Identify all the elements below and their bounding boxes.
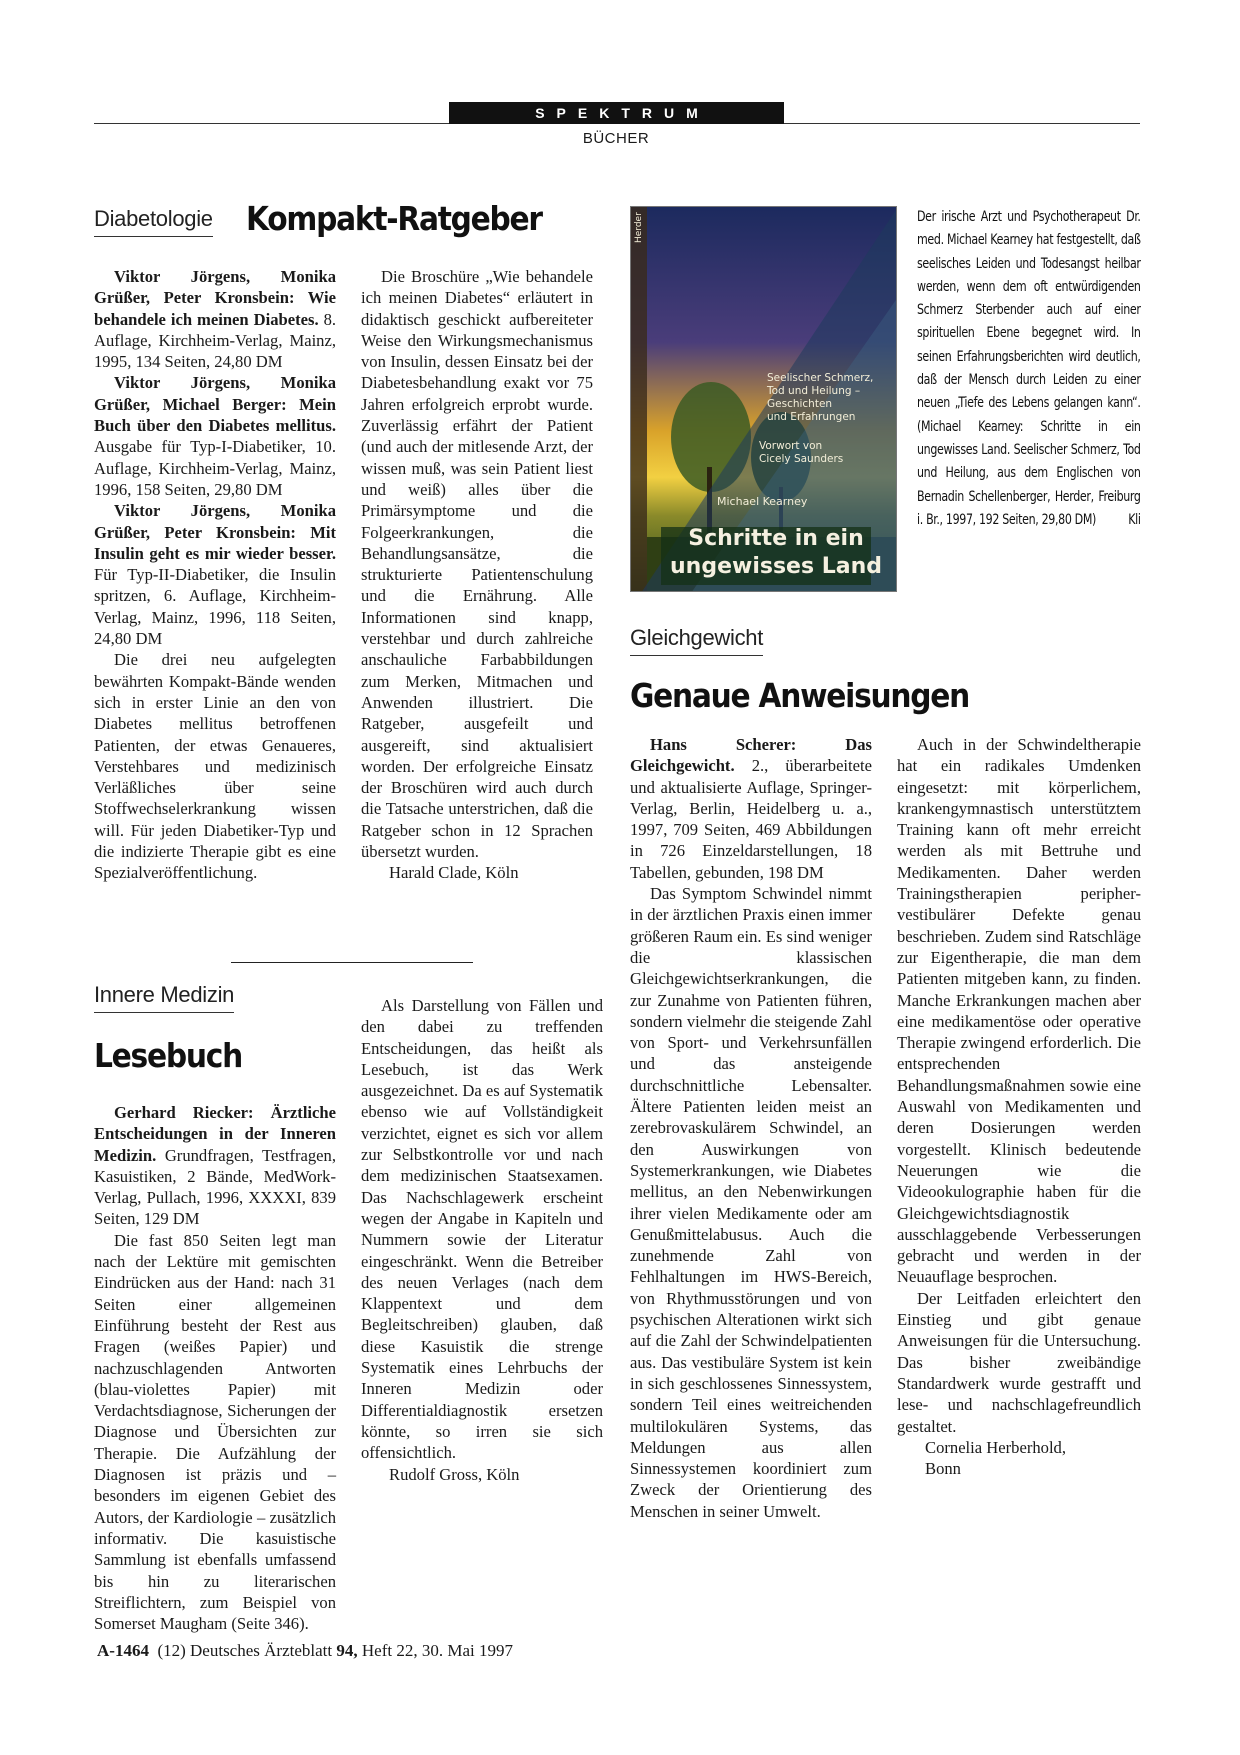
article-divider xyxy=(231,962,473,963)
topic-diabetologie: Diabetologie xyxy=(94,206,213,237)
author-signature: Harald Clade, Köln xyxy=(389,863,519,883)
body-paragraph: Als Darstellung von Fällen und den dabei zu treffenden Entscheidungen, das heißt als Lesebuch, ist das Werk ausgezeichnet. Da es auf Systematik ebenso wie auf Vollständigkeit verzichtet, eignet es sich vor allem zur Selbstkontrolle vor und nach dem medizinischen Staatsexamen. Das Nachschlagewerk erscheint wegen der Angabe in Kapiteln und Nummern sowie der Literatur eingeschränkt. Wenn die Betreiber des neuen Verlages (nach dem Klappentext und dem Begleitschreiben) glauben, daß diese Kasuistik die strenge Systematik eines Lehrbuchs der Inneren Medizin oder Differentialdiagnostik ersetzen könnte, so irren sie sich offensichtlich. xyxy=(361,996,603,1463)
author-signature: Cornelia Herberhold, xyxy=(925,1437,1066,1457)
cover-title: Schritte in ein ungewisses Land xyxy=(670,526,882,579)
article3-column-right xyxy=(897,734,1141,1479)
body-paragraph: Das Symptom Schwindel nimmt in der ärztlichen Praxis einen immer größeren Raum ein. Es sind weniger die klassischen Gleichgewichtserkrankungen, die zur Zunahme von Patienten führen, sondern vielmehr die steigende Zahl von Sport- und Verkehrsunfällen und das ansteigende durchschnittliche Lebensalter. Ältere Patienten leiden meist an zerebrovaskulärem Schwindel, an den Auswirkungen von Systemerkrankungen, wie Diabetes mellitus, an den Nebenwirkungen ihrer vielen Medikamente oder am Genußmittelabusus. Auch die zunehmende Zahl von Fehlhaltungen im HWS-Bereich, von Rhythmusstörungen und von psychischen Alterationen wirkt sich auf die Zahl der Schwindelpatienten aus. Das vestibuläre System ist kein in sich geschlossenes Sinnessystem, sondern Teil eines weitreichenden multilokulären Systems, das Meldungen aus allen Sinnessystemen koordiniert zum Zweck der Orientierung des Menschen in seiner Umwelt. xyxy=(630,884,872,1521)
bibliography-entry: Hans Scherer: Das Gleichgewicht. 2., überarbeitete und aktualisierte Auflage, Springer-Verlag, Berlin, Heidelberg u. a., 1997, 709 Seiten, 469 Abbildungen in 726 Einzeldarstellungen, 18 Tabellen, gebunden, 198 DM xyxy=(630,735,872,882)
cover-author: Michael Kearney xyxy=(717,495,808,508)
subsection-label: BÜCHER xyxy=(582,130,650,147)
headline-lesebuch: Lesebuch xyxy=(94,1036,242,1075)
bibliography-entry: Viktor Jörgens, Monika Grüßer, Peter Kronsbein: Wie behandele ich meinen Diabetes. 8. Auflage, Kirchheim-Verlag, Mainz, 1995, 134 Seiten, 24,80 DM xyxy=(94,267,337,372)
article3-column-left xyxy=(630,734,872,1522)
article2-column-left xyxy=(94,1102,336,1634)
article2-column-right xyxy=(361,995,603,1485)
body-paragraph: Die Broschüre „Wie behandele ich meinen Diabetes“ erläutert in didaktisch geschickt aufbereiteter Weise den Wirkungsmechanismus von Insulin, dessen Einsatz bei der Diabetesbehandlung exakt vor 75 Jahren erfolgreich erprobt wurde. Zuverlässig erfährt der Patient (und auch der mitlesende Arzt, der wissen muß, was sein Patient liest und weiß) alles über die Primärsymptome und die Folgeerkrankungen, die Behandlungsansätze, die strukturierte Patientenschulung und die Ernährung. Alle Informationen sind knapp, verstehbar und durch zahlreiche anschauliche Farbabbildungen zum Merken, Mitmachen und Anwenden illustriert. Die Ratgeber, ausgefeilt und ausgereift, sind aktualisiert worden. Der erfolgreiche Einsatz der Broschüren wird auch durch die Tatsache unterstrichen, daß die Ratgeber schon in 12 Sprachen übersetzt wurden. xyxy=(361,267,593,862)
body-paragraph: Der Leitfaden erleichtert den Einstieg und gibt genaue Anweisungen für die Untersuchung. Das bisher zweibändige Standardwerk wurde gestrafft und lese- und nachschlagefreundlich gestaltet. xyxy=(897,1288,1141,1436)
article1-column-right xyxy=(361,266,593,884)
bibliography-entry: Viktor Jörgens, Monika Grüßer, Peter Kronsbein: Mit Insulin geht es mir wieder besser. Für Typ-II-Diabetiker, die Insulin spritzen, 6. Auflage, Kirchheim-Verlag, Mainz, 1996, 118 Seiten, 24,80 DM xyxy=(94,501,336,649)
section-label: SPEKTRUM xyxy=(449,102,784,124)
topic-innere-medizin: Innere Medizin xyxy=(94,982,234,1013)
body-paragraph: Die fast 850 Seiten legt man nach der Lektüre mit gemischten Eindrücken aus der Hand: nach 31 Seiten einer allgemeinen Einführung besteht der Rest aus Fragen (weißes Papier) und nachzuschlagenden Antworten (blau-violettes Papier) mit Verdachtsdiagnose, Sicherungen der Diagnose und Übersichten zur Therapie. Die Aufzählung der Diagnosen ist präzis und – besonders im eigenen Gebiet des Autors, der Kardiologie – zusätzlich informativ. Die kasuistische Sammlung ist ebenfalls umfassend bis hin zu literarischen Streiflichtern, zum Beispiel von Somerset Maugham (Seite 346). xyxy=(94,1230,336,1634)
book-cover-image xyxy=(630,206,897,592)
body-paragraph: Die drei neu aufgelegten bewährten Kompakt-Bände wenden sich in erster Linie an den von Diabetes mellitus betroffenen Patienten, der etwas Genaueres, Verstehbares und medizinisch Verläßliches über seine Stoffwechselerkrankung wissen will. Für jeden Diabetiker-Typ und die indizierte Therapie gibt es eine Spezialveröffentlichung. xyxy=(94,650,336,883)
cover-foreword: Vorwort von Cicely Saunders xyxy=(759,440,844,465)
bibliography-entry: Gerhard Riecker: Ärztliche Entscheidungen in der Inneren Medizin. Grundfragen, Testfragen, Kasuistiken, 2 Bände, MedWork-Verlag, Pullach, 1996, XXXXI, 839 Seiten, 129 DM xyxy=(94,1103,336,1229)
headline-genaue-anweisungen: Genaue Anweisungen xyxy=(630,676,970,715)
cover-publisher: Herder xyxy=(634,212,644,243)
page-footer: A-1464 (12) Deutsches Ärzteblatt 94, Heft 22, 30. Mai 1997 xyxy=(97,1641,513,1660)
caption-signature: Kli xyxy=(1128,511,1141,528)
author-signature: Rudolf Gross, Köln xyxy=(389,1464,520,1484)
author-signature: Bonn xyxy=(925,1459,961,1479)
body-paragraph: Auch in der Schwindeltherapie hat ein radikales Umdenken eingesetzt: mit körperlichem, krankengymnastisch unterstütztem Training kann oft mehr erreicht werden als mit Bettruhe und Medikamenten. Daher werden Trainingstherapien peripher-vestibulärer Defekte genau beschrieben. Zudem sind Ratschläge zur Eigentherapie, die man dem Patienten mitgeben kann, zu finden. Manche Erkrankungen machen aber eine medikamentöse oder operative Therapie zwingend erforderlich. Die entsprechenden Behandlungsmaßnahmen sowie eine Auswahl von Medikamenten und deren Dosierungen werden vorgestellt. Klinisch bedeutende Neuerungen wie die Videookulographie haben für die Gleichgewichtsdiagnostik ausschlaggebende Verbesserungen gebracht und werden in der Neuauflage besprochen. xyxy=(897,735,1141,1287)
topic-gleichgewicht: Gleichgewicht xyxy=(630,625,763,656)
bibliography-entry: Viktor Jörgens, Monika Grüßer, Michael Berger: Mein Buch über den Diabetes mellitus. Ausgabe für Typ-I-Diabetiker, 10. Auflage, Kirchheim-Verlag, Mainz, 1996, 158 Seiten, 29,80 DM xyxy=(94,373,336,499)
article1-column-left xyxy=(94,266,336,884)
cover-caption: Der irische Arzt und Psychotherapeut Dr. med. Michael Kearney hat festgestellt, daß seelisches Leiden und Todesangst heilbar werden, wenn dem oft entwürdigenden Schmerz Sterbender auch auf einer spirituellen Ebene begegnet wird. In seinen Erfahrungsberichten wird deutlich, daß der Mensch durch Leiden zu einer neuen „Tiefe des Lebens gelangen kann“. (Michael Kearney: Schritte in ein ungewisses Land. Seelischer Schmerz, Tod und Heilung, aus dem Englischen von Bernadin Schellenberger, Herder, Freiburg i. Br., 1997, 192 Seiten, 29,80 DM) Kli xyxy=(917,206,1141,532)
headline-kompakt-ratgeber: Kompakt-Ratgeber xyxy=(246,199,542,238)
cover-subtitle: Seelischer Schmerz, Tod und Heilung – Geschichten und Erfahrungen xyxy=(767,372,874,423)
